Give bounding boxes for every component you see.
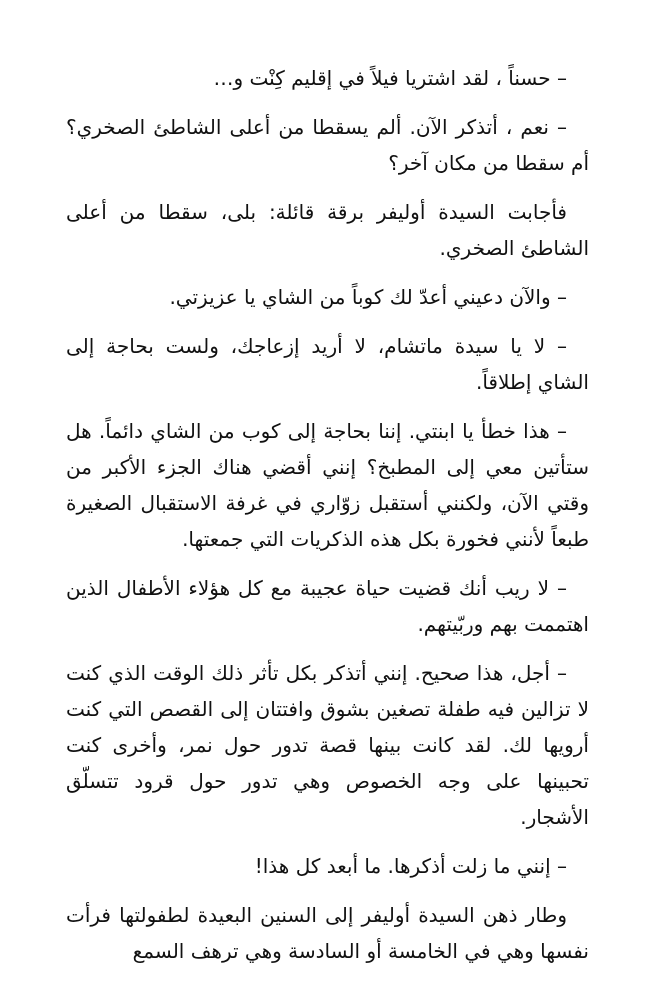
paragraph-9: – إنني ما زلت أذكرها. ما أبعد كل هذا! xyxy=(254,854,567,878)
paragraph-6: – هذا خطأ يا ابنتي. إننا بحاجة إلى كوب من الشاي دائماً. هل ستأتين معي إلى المطبخ؟ إنني أقضي هناك الجزء الأكبر من وقتي الآن، ولكنني أستقبل زوّاري في غرفة الاستقبال الصغيرة طبعاً لأنني فخورة بكل هذه الذكريات التي جمعتها. xyxy=(66,419,589,551)
paragraph-4: – والآن دعيني أعدّ لك كوباً من الشاي يا عزيزتي. xyxy=(169,285,567,309)
paragraph-3: فأجابت السيدة أوليفر برقة قائلة: بلى، سقطا من أعلى الشاطئ الصخري. xyxy=(66,200,589,260)
paragraph-10: وطار ذهن السيدة أوليفر إلى السنين البعيدة لطفولتها فرأت نفسها وهي في الخامسة أو السادسة وهي ترهف السمع xyxy=(66,903,589,963)
paragraph-1: – حسناً ، لقد اشتريا فيلاً في إقليم كِنْت و… xyxy=(213,66,567,90)
paragraph-8: – أجل، هذا صحيح. إنني أتذكر بكل تأثر ذلك الوقت الذي كنت لا تزالين فيه طفلة تصغين بشوق وافتتان إلى القصص التي كنت أرويها لك. لقد كانت بينها قصة تدور حول نمر، وأخرى كنت تحبينها على وجه الخصوص وهي تدور حول قرود تتسلّق الأشجار. xyxy=(66,661,589,829)
paragraph-7: – لا ريب أنك قضيت حياة عجيبة مع كل هؤلاء الأطفال الذين اهتممت بهم وربّيتهم. xyxy=(66,576,589,636)
paragraph-2: – نعم ، أتذكر الآن. ألم يسقطا من أعلى الشاطئ الصخري؟ أم سقطا من مكان آخر؟ xyxy=(66,115,589,175)
paragraph-5: – لا يا سيدة ماتشام، لا أريد إزعاجك، ولست بحاجة إلى الشاي إطلاقاً. xyxy=(66,334,589,394)
